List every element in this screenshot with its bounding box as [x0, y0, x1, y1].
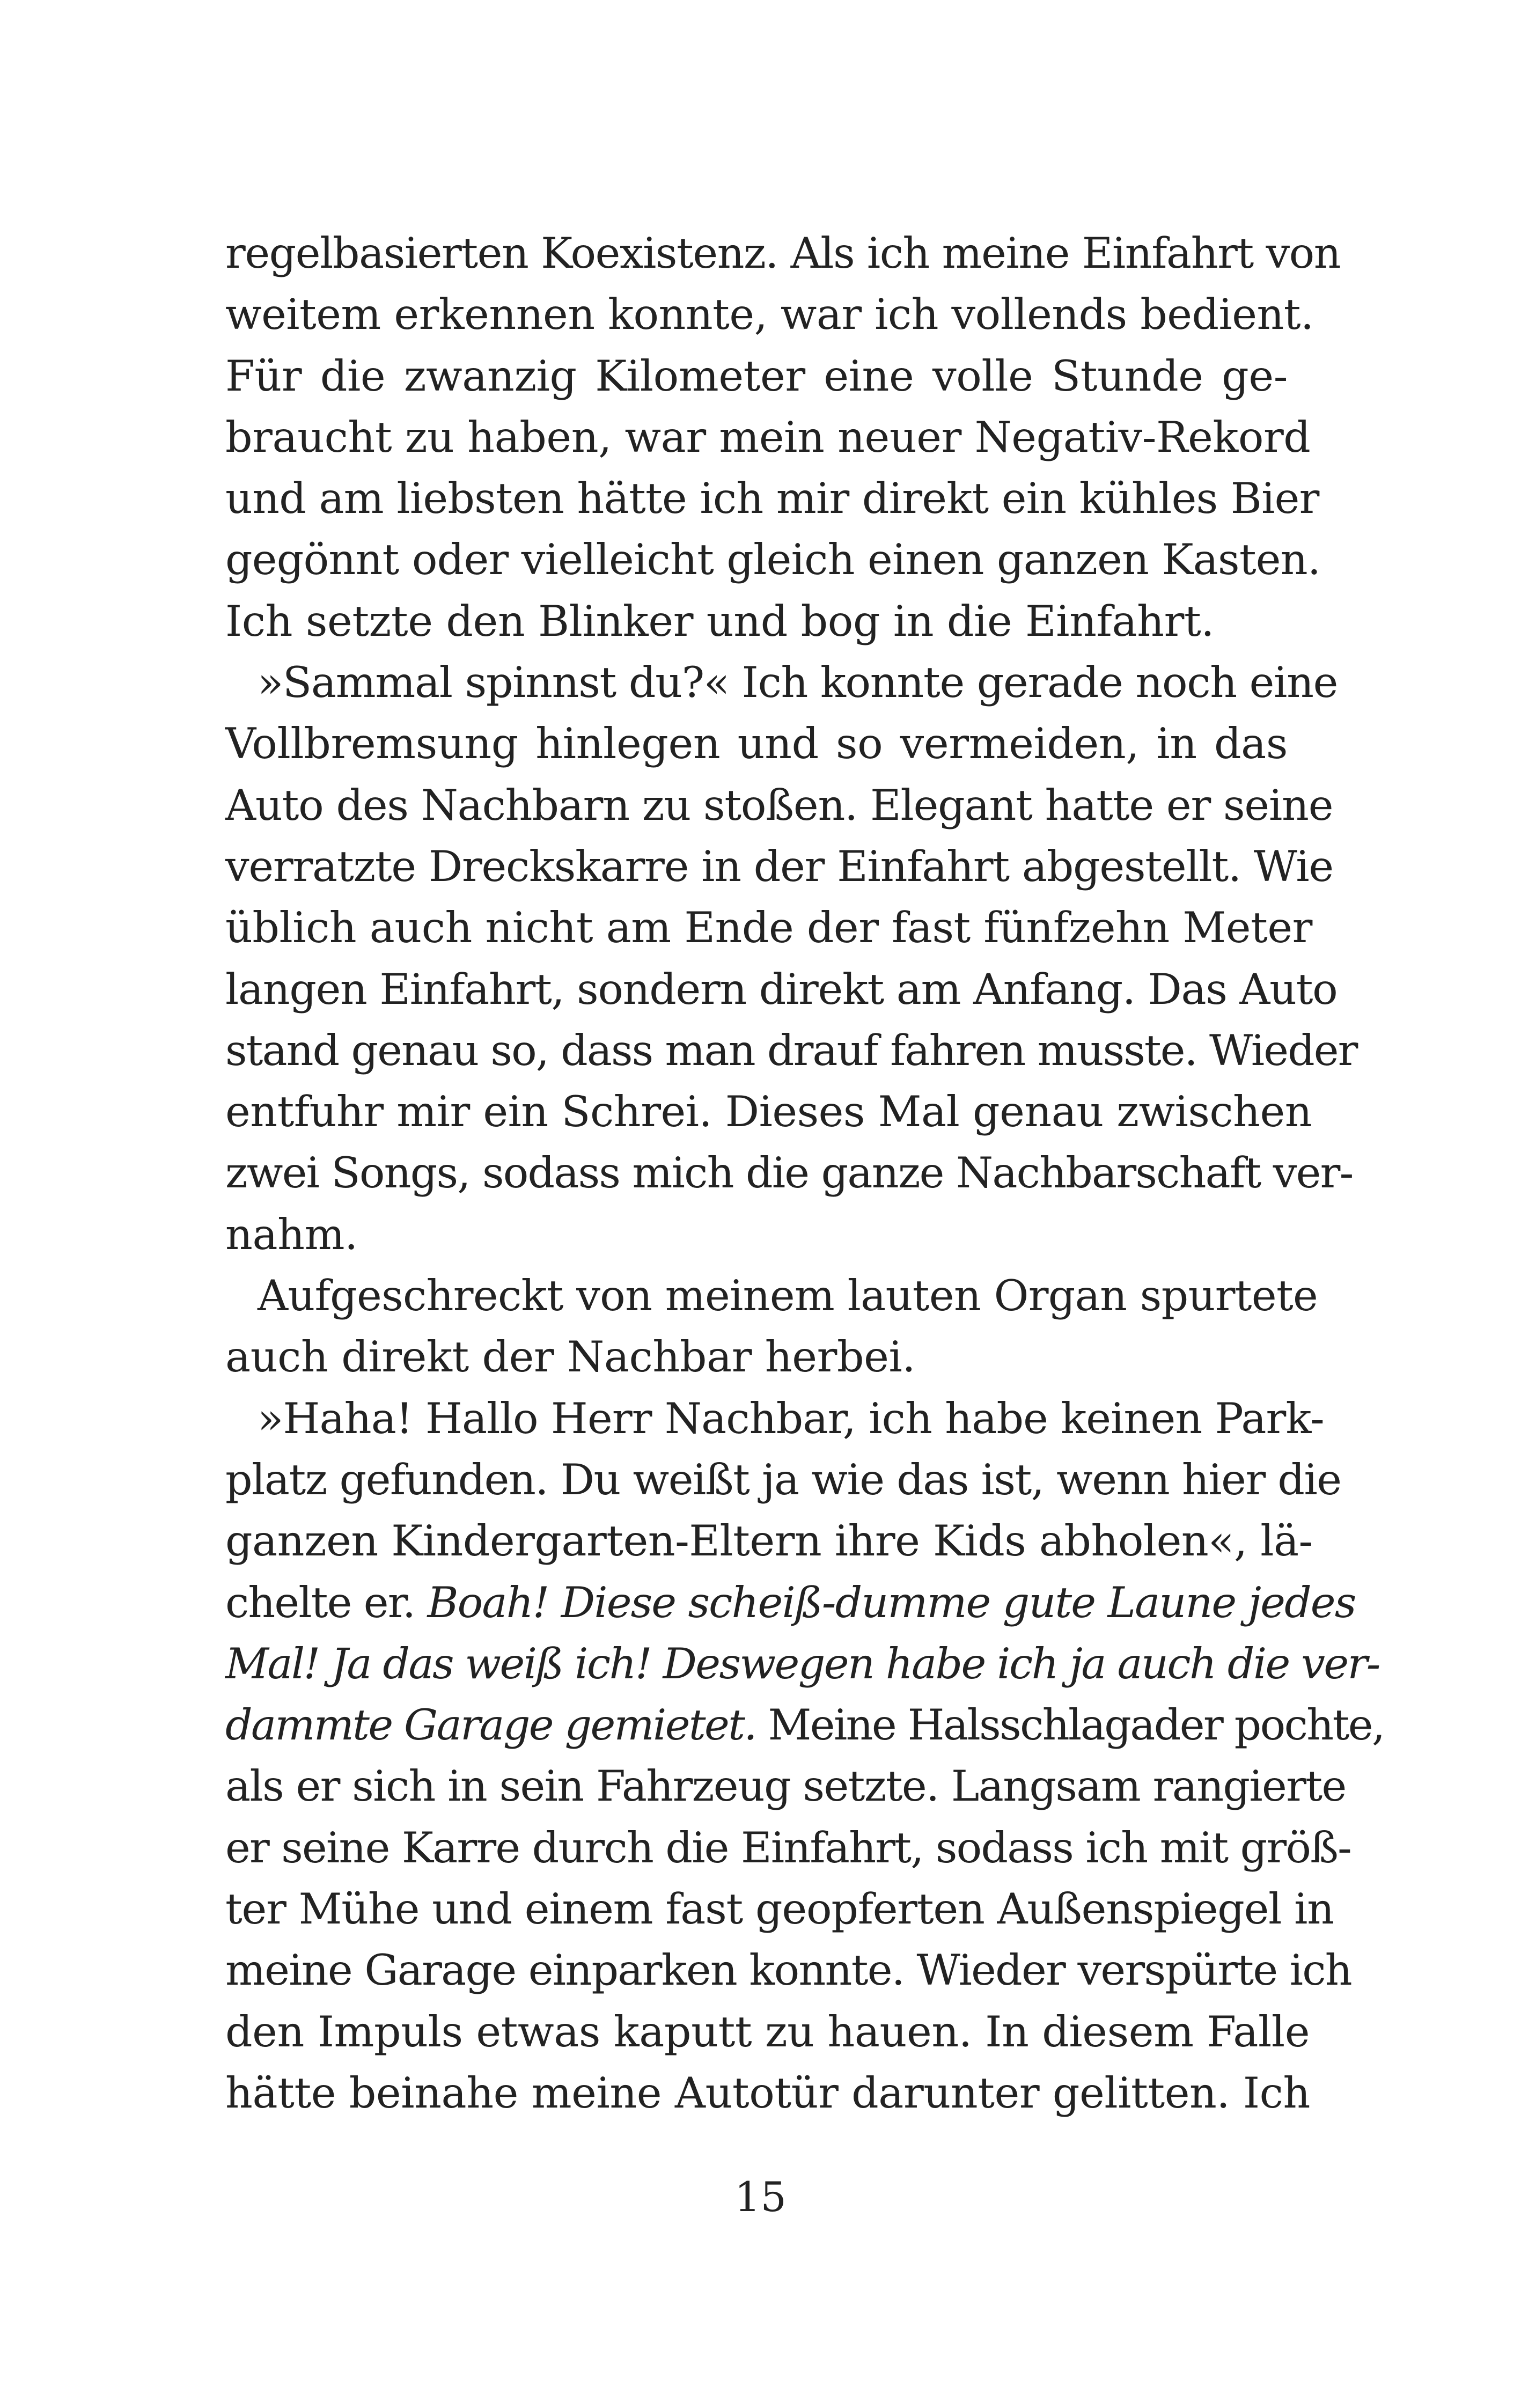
line-text: ter Mühe und einem fast geopferten Außenspiegel in: [225, 1884, 1334, 1934]
line-text: als er sich in sein Fahrzeug setzte. Langsam rangierte: [225, 1761, 1346, 1811]
line-text: ganzen Kindergarten-Eltern ihre Kids abholen«, lä-: [225, 1516, 1313, 1566]
text-line: [225, 1204, 1288, 1265]
text-line: [225, 897, 1312, 958]
text-line: [225, 1694, 1384, 1756]
text-line: [225, 652, 1338, 713]
line-text: »Haha! Hallo Herr Nachbar, ich habe keinen Park-: [258, 1393, 1324, 1443]
line-text: regelbasierten Koexistenz. Als ich meine Einfahrt von: [225, 229, 1341, 278]
text-line: [225, 1633, 1379, 1694]
line-text: verratzte Dreckskarre in der Einfahrt abgestellt. Wie: [225, 841, 1333, 891]
line-text: Ich setzte den Blinker und bog in die Einfahrt.: [225, 596, 1215, 646]
line-text: hätte beinahe meine Autotür darunter gelitten. Ich: [225, 2068, 1310, 2118]
text-line: [225, 1142, 1353, 1203]
line-text: auch direkt der Nachbar herbei.: [225, 1332, 916, 1382]
line-text: üblich auch nicht am Ende der fast fünfzehn Meter: [225, 903, 1312, 953]
text-line: [225, 1326, 1288, 1387]
line-text: Vollbremsung hinlegen und so vermeiden, in das: [225, 719, 1288, 769]
text-line: [225, 529, 1321, 590]
line-text: langen Einfahrt, sondern direkt am Anfang. Das Auto: [225, 964, 1338, 1014]
line-text: chelte er.: [225, 1577, 428, 1627]
text-line: [225, 1081, 1312, 1142]
line-text: zwei Songs, sodass mich die ganze Nachbarschaft ver-: [225, 1148, 1353, 1198]
text-line: [225, 1756, 1346, 1817]
text-line: [225, 836, 1333, 897]
text-line: [225, 2062, 1310, 2124]
line-text: stand genau so, dass man drauf fahren musste. Wieder: [225, 1025, 1357, 1075]
line-text: braucht zu haben, war mein neuer Negativ-Rekord: [225, 412, 1311, 462]
line-text: entfuhr mir ein Schrei. Dieses Mal genau zwischen: [225, 1087, 1312, 1137]
text-line: [225, 1878, 1334, 1940]
text-line: [225, 468, 1319, 529]
line-text: Auto des Nachbarn zu stoßen. Elegant hatte er seine: [225, 780, 1333, 830]
line-text: Aufgeschreckt von meinem lauten Organ spurtete: [258, 1271, 1318, 1321]
text-line: [225, 1817, 1351, 1878]
text-line: [225, 713, 1288, 774]
italic-thought-text: Mal! Ja das weiß ich! Deswegen habe ich ja auch die ver-: [225, 1639, 1379, 1688]
line-text: und am liebsten hätte ich mir direkt ein kühles Bier: [225, 474, 1319, 524]
text-line: [225, 2001, 1310, 2062]
text-line: [225, 1020, 1357, 1081]
text-line: [225, 1265, 1318, 1326]
text-line: [225, 346, 1288, 407]
text-line: [225, 223, 1341, 284]
text-line: [225, 1388, 1324, 1449]
text-line: [225, 591, 1288, 652]
line-text: nahm.: [225, 1209, 358, 1259]
text-line: [225, 959, 1338, 1020]
line-text: er seine Karre durch die Einfahrt, sodass ich mit größ-: [225, 1823, 1351, 1873]
text-line: [225, 1572, 1356, 1633]
line-text: »Sammal spinnst du?« Ich konnte gerade noch eine: [258, 658, 1338, 708]
text-line: [225, 407, 1311, 468]
line-text: weitem erkennen konnte, war ich vollends bedient.: [225, 290, 1314, 340]
line-text: den Impuls etwas kaputt zu hauen. In diesem Falle: [225, 2007, 1310, 2057]
text-line: [225, 1940, 1351, 2001]
line-text: meine Garage einparken konnte. Wieder verspürte ich: [225, 1946, 1351, 1995]
page-number: 15: [734, 2173, 787, 2221]
text-line: [225, 284, 1314, 345]
body-text: [225, 223, 1384, 2124]
text-line: [225, 775, 1333, 836]
text-line: [225, 1510, 1313, 1572]
line-text: platz gefunden. Du weißt ja wie das ist, wenn hier die: [225, 1455, 1341, 1504]
line-text: Meine Halsschlagader pochte,: [755, 1700, 1384, 1750]
text-line: [225, 1449, 1341, 1510]
line-text: gegönnt oder vielleicht gleich einen ganzen Kasten.: [225, 535, 1321, 585]
line-text: Für die zwanzig Kilometer eine volle Stunde ge-: [225, 351, 1288, 401]
italic-thought-text: Boah! Diese scheiß-dumme gute Laune jedes: [427, 1577, 1356, 1627]
italic-thought-text: dammte Garage gemietet.: [225, 1700, 756, 1750]
